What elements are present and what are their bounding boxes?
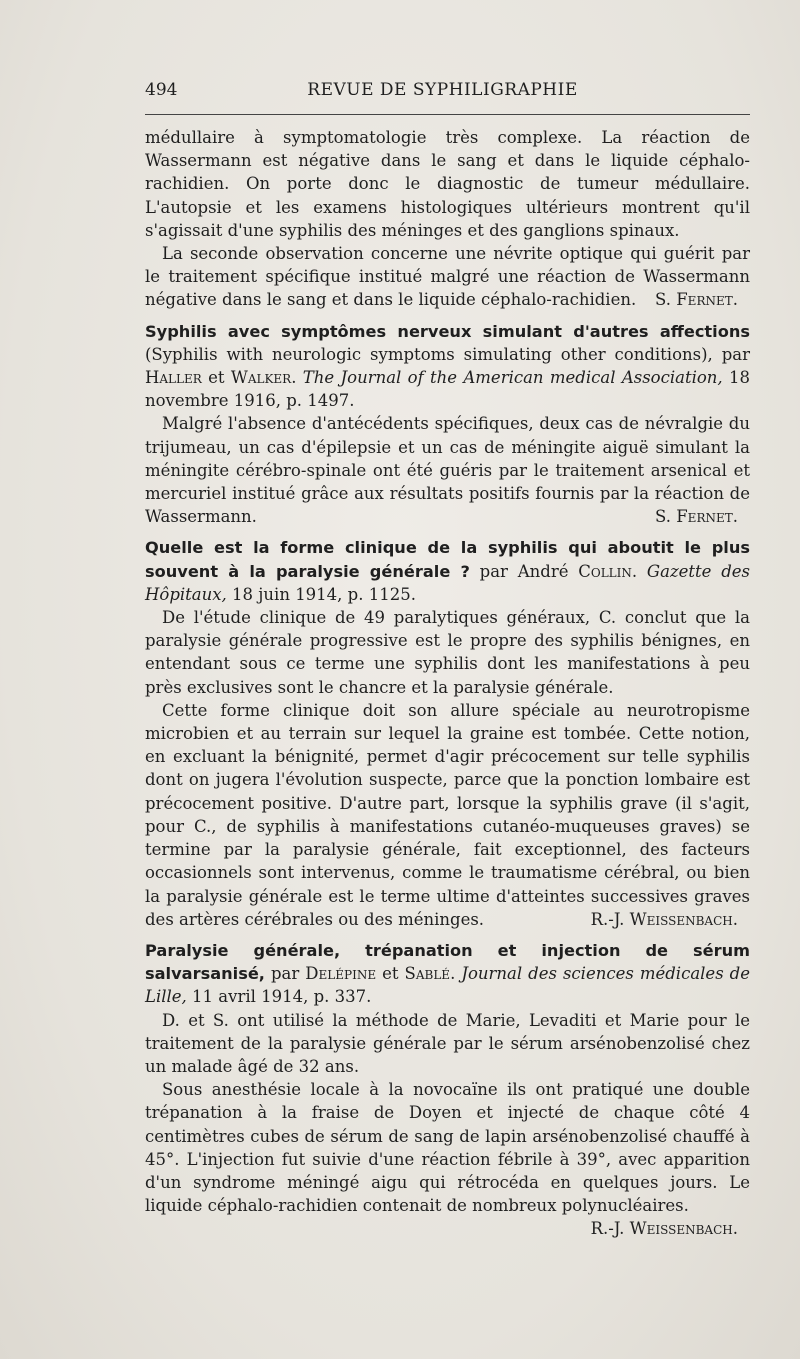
paragraph-text: La seconde observation concerne une névrite optique qui guérit par le traitement spécifique institué malgré une réaction de Wassermann négative dans le sang et dans le liquide céphalo-rachidien. [145,244,750,310]
author-name: Collin [578,561,632,581]
review-signature: S. Fernet. [655,290,738,310]
review-signature: R.-J. Weissenbach. [590,1219,738,1239]
review-signature: S. Fernet. [655,507,738,527]
article-reference [145,320,750,413]
article-title: Quelle est la forme clinique de la syphilis qui aboutit le plus souvent à la paralysie générale ? [145,538,750,581]
journal-name: The Journal of the American medical Association, [302,368,723,388]
running-title: REVUE DE SYPHILIGRAPHIE [307,80,578,100]
author-name: Walker [230,368,292,388]
article-reference [145,536,750,606]
article-title: Paralysie générale, trépanation et injection de sérum salvarsanisé, [145,940,750,984]
article-reference [145,939,750,1009]
review-entry [145,939,750,1241]
reference-text: et [201,368,231,388]
review-paragraph: De l'étude clinique de 49 paralytiques généraux, C. conclut que la paralysie générale progressive est le propre des syphilis bénignes, en entendant sous ce terme une syphilis dont les manifestations à peu près exclusives sont le chancre et la paralysie générale. [145,608,750,697]
reference-text: 11 avril 1914, p. 337. [186,987,372,1007]
review-paragraph [145,699,750,931]
page-body [145,126,750,1241]
reference-text: . [450,964,462,984]
review-signature: R.-J. Weissenbach. [590,909,738,929]
reference-text: 18 juin 1914, p. 1125. [226,584,416,604]
journal-name: Gazette des Hôpitaux, [145,561,750,604]
paragraph-text: Malgré l'absence d'antécédents spécifiques, deux cas de névralgie du trijumeau, un cas d'épilepsie et un cas de méningite aiguë simulant la méningite cérébro-spinale ont été guéris par le traitement arsenical et mercuriel institué grâce aux résultats positifs fournis par la réaction de Wassermann. [145,414,750,527]
reference-text: et [376,964,405,984]
author-name: Delépine [305,964,377,984]
article-title: Syphilis avec symptômes nerveux simulant d'autres affections [145,321,750,341]
review-paragraph [145,412,750,528]
reference-text: 18 novembre 1916, p. 1497. [145,368,750,411]
reference-text: par André [469,561,579,581]
author-name: Haller [145,368,202,388]
continuation-paragraph [145,242,750,312]
reference-text: (Syphilis with neurologic symptoms simulating other conditions), par [145,344,750,364]
author-name: Sablé [404,964,451,984]
paragraph-text: Sous anesthésie locale à la novocaïne ils ont pratiqué une double trépanation à la fraise de Doyen et injecté de chaque côté 4 centimètres cubes de sérum de sang de lapin arsénobenzolisé chauffé à 45°. L'injection fut suivie d'une réaction fébrile à 39°, avec apparition d'un syndrome méningé aigu qui rétrocéda en quelques jours. Le liquide céphalo-rachidien contenait de nombreux polynucléaires. [145,1080,750,1216]
review-paragraph: D. et S. ont utilisé la méthode de Marie, Levaditi et Marie pour le traitement de la paralysie générale par le sérum arsénobenzolisé chez un malade âgé de 32 ans. [145,1010,750,1076]
page-number: 494 [145,80,178,100]
continuation-paragraph: médullaire à symptomatologie très complexe. La réaction de Wassermann est négative dans le sang et dans le liquide céphalo-rachidien. On porte donc le diagnostic de tumeur médullaire. L'autopsie et les examens histologiques ultérieurs montrent qu'il s'agissait d'une syphilis des méninges et des ganglions spinaux. [145,128,750,240]
reference-text: . [631,561,647,581]
review-entry [145,536,750,930]
reference-text: . [291,368,303,388]
journal-name: Journal des sciences médicales de Lille, [145,964,751,1007]
page-header [145,78,750,108]
reference-text: par [264,964,306,984]
review-paragraph [145,1078,750,1239]
review-entry [145,320,750,529]
header-rule [145,114,750,115]
paragraph-text: Cette forme clinique doit son allure spéciale au neurotropisme microbien et au terrain sur lequel la graine est tombée. Cette notion, en excluant la bénignité, permet d'agir précocement sur telle syphilis dont on jugera l'évolution suspecte, parce que la ponction lombaire est précocement positive. D'autre part, lorsque la syphilis grave (il s'agit, pour C., de syphilis à manifestations cutanéo-muqueuses graves) se termine par la paralysie générale, fait exceptionnel, des facteurs occasionnels sont intervenus, comme le traumatisme cérébral, ou bien la paralysie générale est le terme ultime d'atteintes successives graves des artères cérébrales ou des méninges. [145,700,750,929]
